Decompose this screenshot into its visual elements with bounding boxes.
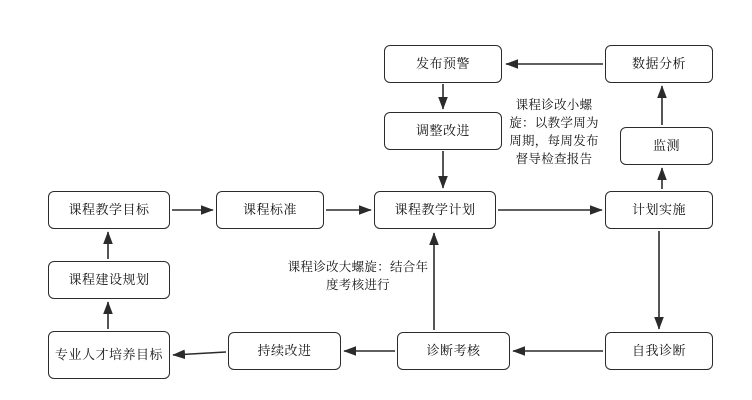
node-diagnose-assess[interactable] xyxy=(397,332,510,370)
node-label: 课程教学计划 xyxy=(394,201,476,217)
node-publish-warning[interactable] xyxy=(384,45,502,83)
node-label: 发布预警 xyxy=(415,55,470,71)
node-course-standard[interactable] xyxy=(216,191,324,229)
node-label: 数据分析 xyxy=(631,55,686,71)
node-label: 自我诊断 xyxy=(631,342,686,358)
node-data-analysis[interactable] xyxy=(605,45,713,83)
node-label: 课程教学目标 xyxy=(68,201,150,217)
node-label: 诊断考核 xyxy=(426,342,481,358)
node-plan-execute[interactable] xyxy=(605,191,713,229)
node-label: 持续改进 xyxy=(257,342,312,358)
node-label: 监测 xyxy=(652,137,680,153)
node-teaching-plan[interactable] xyxy=(374,191,496,229)
node-label: 课程建设规划 xyxy=(68,271,150,287)
node-label: 调整改进 xyxy=(415,122,470,138)
note-big-spiral: 课程诊改大螺旋：结合年度考核进行 xyxy=(287,260,429,293)
node-course-construction[interactable] xyxy=(48,261,170,299)
node-continuous-improve[interactable] xyxy=(228,332,341,370)
node-label: 课程标准 xyxy=(242,201,297,217)
node-course-goal[interactable] xyxy=(48,191,170,229)
node-major-talent-goal[interactable] xyxy=(48,331,170,379)
node-adjust-improve[interactable] xyxy=(384,112,502,150)
note-small-spiral: 课程诊改小螺旋：以教学周为周期，每周发布督导检查报告 xyxy=(509,98,599,167)
node-monitor[interactable] xyxy=(620,127,713,165)
node-label: 专业人才培养目标 xyxy=(54,346,163,362)
node-self-diagnose[interactable] xyxy=(605,332,713,370)
node-label: 计划实施 xyxy=(631,201,686,217)
edge-continuous-improve-to-major-talent-goal xyxy=(173,352,226,355)
